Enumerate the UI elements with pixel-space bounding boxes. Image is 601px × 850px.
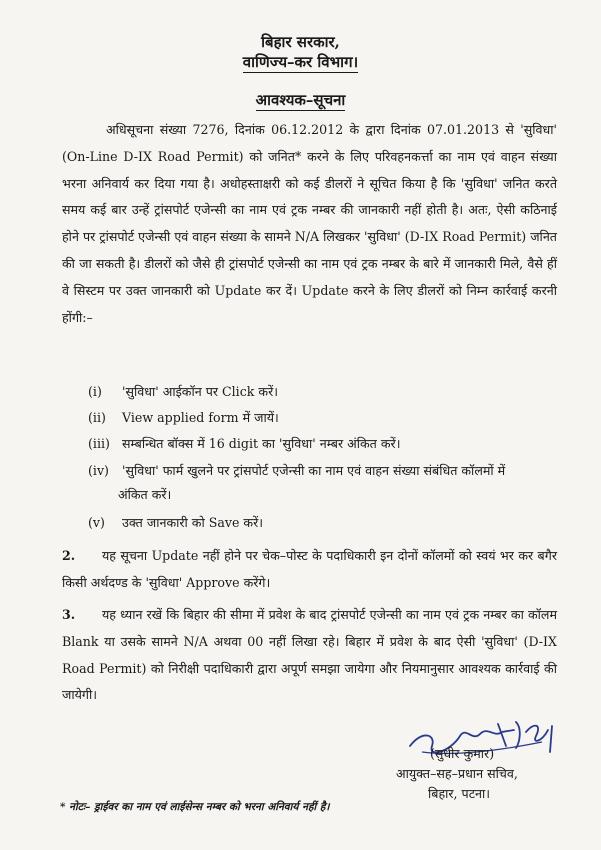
signatory-place: बिहार, पटना। bbox=[428, 786, 491, 801]
paragraph-3-text: यह ध्यान रखें कि बिहार की सीमा में प्रवेश के बाद ट्रांसपोर्ट एजेन्सी का नाम एवं ट्रक नम्बर का कॉलम Blank या उसके सामने N/A अथवा 00 नहीं लिखा रहे। बिहार में प्रवेश के बाद ऐसी 'सुविधा' (D-IX Road Permit) को निरीक्षी पदाधिकारी द्वारा अपूर्ण समझा जायेगा और नियमानुसार आवश्यक कार्रवाई की जायेगी। bbox=[62, 607, 557, 703]
department-heading-text: वाणिज्य–कर विभाग। bbox=[242, 53, 359, 71]
list-item-number: (ii) bbox=[88, 410, 106, 425]
list-item-text: View applied form में जायें। bbox=[122, 410, 279, 425]
govt-heading: बिहार सरकार, bbox=[261, 33, 340, 51]
list-item bbox=[88, 431, 558, 457]
list-item bbox=[88, 379, 558, 405]
notice-title-text: आवश्यक–सूचना bbox=[255, 91, 346, 109]
signatory-name: (सुधीर कुमार) bbox=[430, 746, 495, 761]
list-item bbox=[88, 458, 558, 484]
list-item-number: (iii) bbox=[88, 436, 110, 451]
list-item-text: सम्बन्धित बॉक्स में 16 digit का 'सुविधा' नम्बर अंकित करें। bbox=[122, 436, 401, 451]
footnote: * नोटः– ड्राईवर का नाम एवं लाईसेन्स नम्बर को भरना अनिवार्य नहीं है। bbox=[60, 801, 330, 813]
list-item-text: उक्त जानकारी को Save करें। bbox=[122, 515, 264, 530]
list-item-number: (i) bbox=[88, 384, 102, 399]
paragraph-3 bbox=[62, 602, 557, 709]
list-item-text: 'सुविधा' आईकॉन पर Click करें। bbox=[122, 384, 278, 399]
paragraph-2-number: 2. bbox=[62, 548, 76, 563]
department-heading bbox=[0, 52, 601, 72]
list-item-number: (v) bbox=[88, 515, 105, 530]
list-item-number: (iv) bbox=[88, 463, 109, 478]
signatory-designation: आयुक्त–सह–प्रधान सचिव, bbox=[396, 766, 518, 781]
paragraph-1: अधिसूचना संख्या 7276, दिनांक 06.12.2012 के द्वारा दिनांक 07.01.2013 से 'सुविधा' (On-Line D-IX Road Permit) को जनित* करने के लिए परिवहनकर्त्ता का नाम एवं वाहन संख्या भरना अनिवार्य कर दिया गया है। अधोहस्ताक्षरी को कई डीलरों ने सूचित किया है कि 'सुविधा' जनित करते समय कई बार उन्हें ट्रांसपोर्ट एजेन्सी का नाम एवं ट्रक नम्बर की जानकारी नहीं होती है। अतः, ऐसी कठिनाई होने पर ट्रांसपोर्ट एजेन्सी एवं वाहन संख्या के सामने N/A लिखकर 'सुविधा' (D-IX Road Permit) जनित की जा सकती है। डीलरों को जैसे ही ट्रांसपोर्ट एजेन्सी का नाम एवं ट्रक नम्बर के बारे में जानकारी मिले, वैसे हीं वे सिस्टम पर उक्त जानकारी को Update कर दें। Update करने के लिए डीलरों को निम्न कार्रवाई करनी होंगी:– bbox=[62, 122, 557, 325]
paragraph-3-number: 3. bbox=[62, 607, 76, 622]
paragraph-2 bbox=[62, 543, 557, 597]
paragraph-2-text: यह सूचना Update नहीं होने पर चेक–पोस्ट के पदाधिकारी इन दोनों कॉलमों को स्वयं भर कर बगैर किसी अर्थदण्ड के 'सुविधा' Approve करेंगे। bbox=[62, 548, 557, 590]
list-item-text: 'सुविधा' फार्म खुलने पर ट्रांसपोर्ट एजेन्सी का नाम एवं वाहन संख्या संबंधित कॉलमों में bbox=[122, 463, 506, 478]
list-item bbox=[88, 405, 558, 431]
list-item bbox=[88, 510, 558, 536]
list-item-continuation: अंकित करें। bbox=[118, 487, 172, 502]
notice-title bbox=[0, 90, 601, 110]
